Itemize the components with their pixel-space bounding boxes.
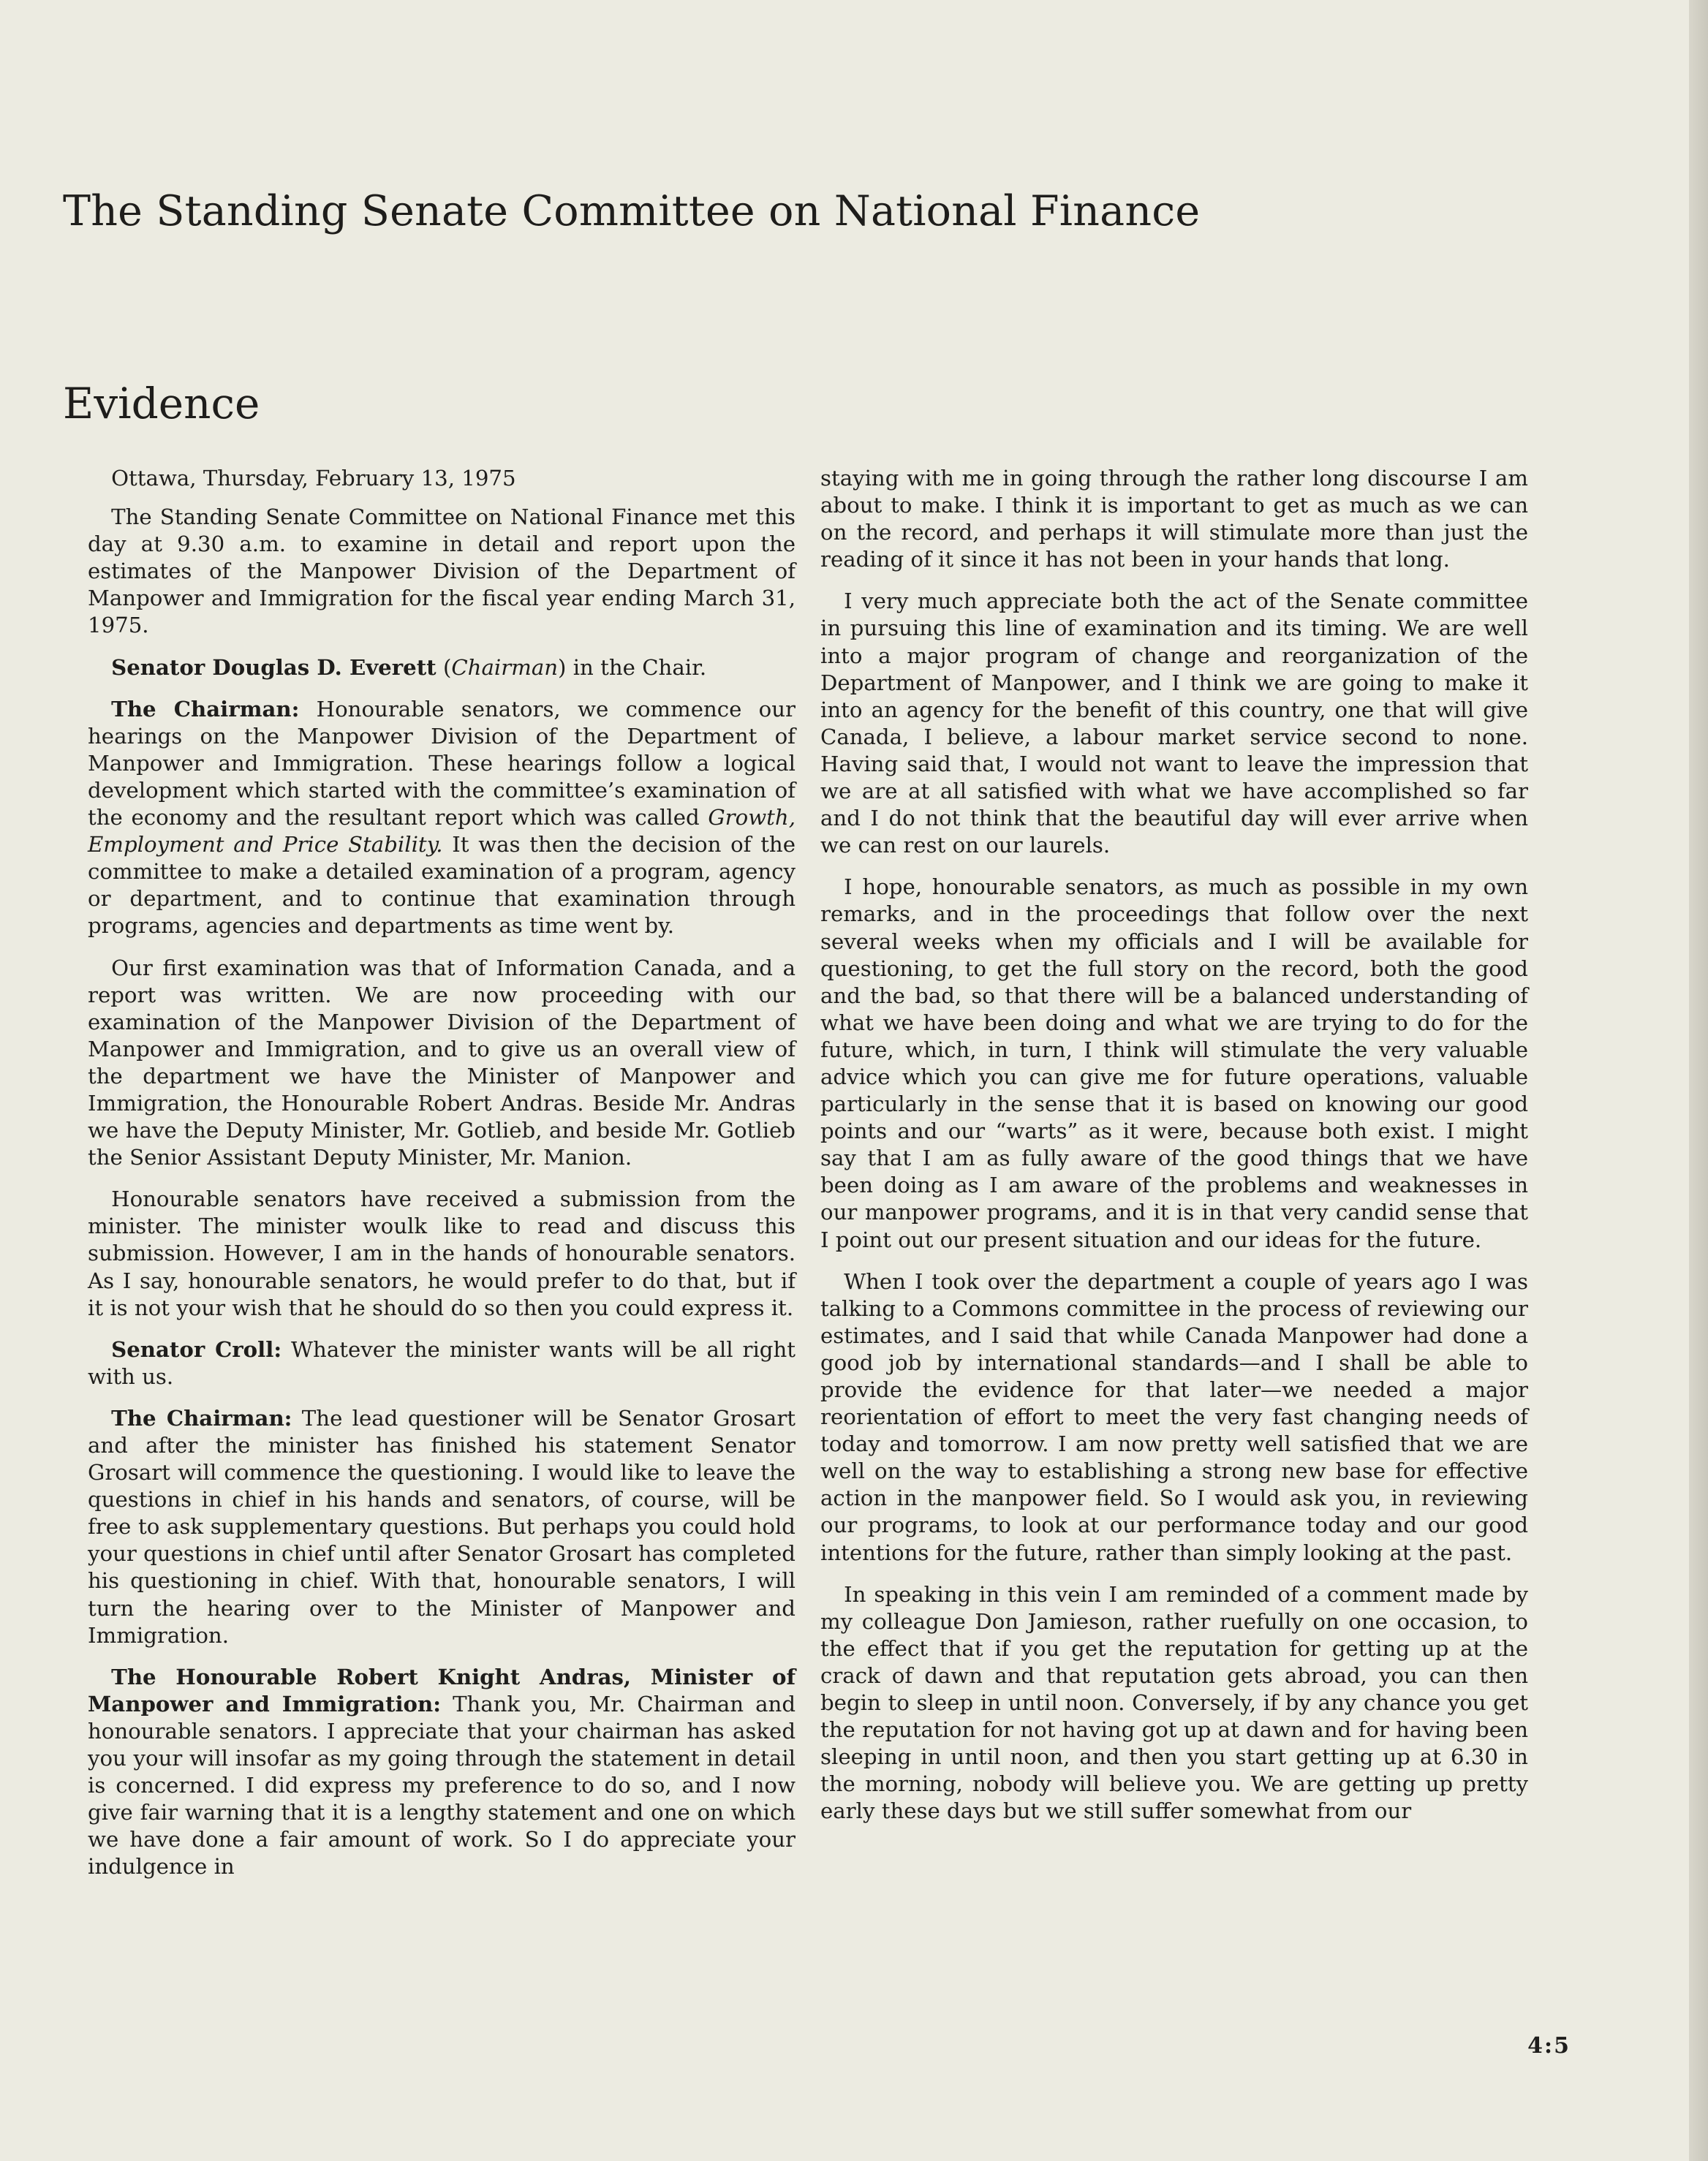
speech-text: Whatever the minister wants will be all right with us. (88, 1336, 796, 1389)
section-heading: Evidence (63, 379, 260, 428)
chair-role: Chairman (451, 654, 559, 680)
chair-name: Senator Douglas D. Everett (111, 654, 437, 680)
paragraph: Our first examination was that of Information Canada, and a report was written. We are now proceeding with our examination of the Manpower Division of the Department of Manpower and Immigration, and to give us an overall view of the department we have the Minister of Manpower and Immigration, the Honourable Robert Andras. Beside Mr. Andras we have the Deputy Minister, Mr. Gotlieb, and beside Mr. Gotlieb the Senior Assistant Deputy Minister, Mr. Manion. (88, 955, 796, 1170)
dateline: Ottawa, Thursday, February 13, 1975 (111, 466, 516, 491)
paragraph: In speaking in this vein I am reminded of a comment made by my colleague Don Jamieson, rather ruefully on one occasion, to the effect that if you get the reputation for getting up at the crack of dawn and that reputation gets abroad, you can then begin to sleep in until noon. Conversely, if by any chance you get the reputation for not having got up at dawn and for having been sleeping in until noon, and then you start getting up at 6.30 in the morning, nobody will believe you. We are getting up pretty early these days but we still suffer somewhat from our (820, 1581, 1528, 1824)
paragraph (88, 1664, 796, 1881)
speaker-label: The Chairman: (111, 696, 300, 722)
left-column (88, 465, 796, 1896)
paragraph (88, 1336, 796, 1390)
right-column (820, 465, 1528, 1840)
paragraph: staying with me in going through the rather long discourse I am about to make. I think it is important to get as much as we can on the record, and perhaps it will stimulate more than just the reading of it since it has not been in your hands that long. (820, 466, 1528, 572)
speech-text: Thank you, Mr. Chairman and honourable senators. I appreciate that your chairman has asked you your will insofar as my going through the statement in detail is concerned. I did express my preference to do so, and I now give fair warning that it is a lengthy statement and one on which we have done a fair amount of work. So I do appreciate your indulgence in (88, 1691, 796, 1880)
speaker-label: The Honourable Robert Knight Andras, Minister of Manpower and Immigration: (88, 1664, 796, 1717)
speech-text: Honourable senators, we commence our hearings on the Manpower Division of the Department of Manpower and Immigration. These hearings follow a logical development which started with the committee’s examination of the economy and the resultant report which was called (88, 696, 796, 830)
page-title: The Standing Senate Committee on National Finance (63, 187, 1201, 235)
chair-suffix: in the Chair. (566, 654, 707, 680)
speech-text: It was then the decision of the committee to make a detailed examination of a program, agency or department, and to continue that examination through programs, agencies and departments as time went by. (88, 832, 796, 939)
paragraph: When I took over the department a couple of years ago I was talking to a Commons committee in the process of reviewing our estimates, and I said that while Canada Manpower had done a good job by international standards—and I shall be able to provide the evidence for that later—we needed a major reorientation of effort to meet the very fast changing needs of today and tomorrow. I am now pretty well satisfied that we are well on the way to establishing a strong new base for effective action in the manpower field. So I would ask you, in reviewing our programs, to look at our performance today and our good intentions for the future, rather than simply looking at the past. (820, 1268, 1528, 1565)
speaker-label: Senator Croll: (111, 1336, 282, 1362)
paragraph: I very much appreciate both the act of the Senate committee in pursuing this line of examination and its timing. We are well into a major program of change and reorganization of the Department of Manpower, and I think we are going to make it into an agency for the benefit of this country, one that will give Canada, I believe, a labour market service second to none. Having said that, I would not want to leave the impression that we are at all satisfied with what we have accomplished so far and I do not think that the beautiful day will ever arrive when we can rest on our laurels. (820, 588, 1528, 858)
report-title: Growth, Employment and Price Stability. (88, 805, 796, 858)
paragraph: The Standing Senate Committee on National Finance met this day at 9.30 a.m. to examine in detail and report upon the estimates of the Manpower Division of the Department of Manpower and Immigration for the fiscal year ending March 31, 1975. (88, 504, 796, 638)
paragraph: I hope, honourable senators, as much as possible in my own remarks, and in the proceedings that follow over the next several weeks when my officials and I will be available for questioning, to get the full story on the record, both the good and the bad, so that there will be a balanced understanding of what we have been doing and what we are trying to do for the future, which, in turn, I think will stimulate the very valuable advice which you can give me for future operations, valuable particularly in the sense that it is based on knowing our good points and our “warts” as it were, because both exist. I might say that I am as fully aware of the good things that we have been doing as I am aware of the problems and weaknesses in our manpower programs, and it is in that very candid sense that I point out our present situation and our ideas for the future. (820, 874, 1528, 1252)
paragraph (88, 1405, 796, 1649)
speaker-label: The Chairman: (111, 1405, 292, 1431)
page-edge (1689, 0, 1708, 2161)
speech-text: The lead questioner will be Senator Grosart and after the minister has finished his statement Senator Grosart will commence the questioning. I would like to leave the questions in chief in his hands and senators, of course, will be free to ask supplementary questions. But perhaps you could hold your questions in chief until after Senator Grosart has completed his questioning in chief. With that, honourable senators, I will turn the hearing over to the Minister of Manpower and Immigration. (88, 1405, 796, 1648)
paragraph: Honourable senators have received a submission from the minister. The minister woulk like to read and discuss this submission. However, I am in the hands of honourable senators. As I say, honourable senators, he would prefer to do that, but if it is not your wish that he should do so then you could express it. (88, 1187, 796, 1320)
chair-line: Senator Douglas D. Everett (Chairman) in the Chair. (111, 654, 707, 680)
page-number: 4:5 (1527, 2033, 1571, 2059)
paragraph (88, 696, 796, 940)
